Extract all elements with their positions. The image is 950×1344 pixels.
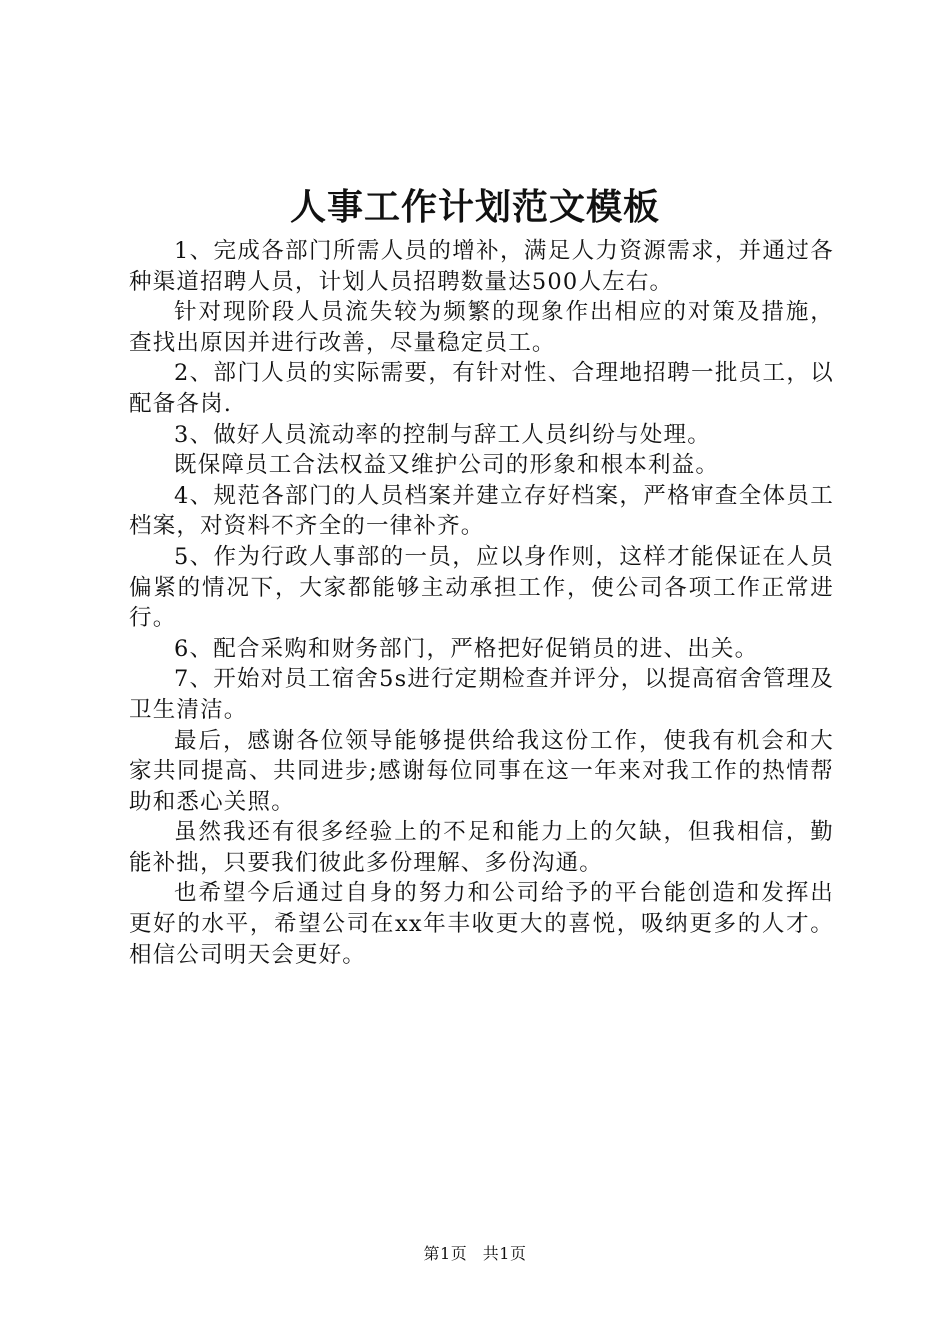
- paragraph-12: 也希望今后通过自身的努力和公司给予的平台能创造和发挥出更好的水平，希望公司在xx年丰收更大的喜悦，吸纳更多的人才。相信公司明天会更好。: [129, 880, 834, 968]
- paragraph-9: 7、开始对员工宿舍5s进行定期检查并评分，以提高宿舍管理及卫生清洁。: [129, 666, 834, 723]
- page-total: 共1页: [482, 1244, 527, 1263]
- paragraph-11: 虽然我还有很多经验上的不足和能力上的欠缺，但我相信，勤能补拙，只要我们彼此多份理解、多份沟通。: [129, 819, 834, 876]
- paragraph-6: 4、规范各部门的人员档案并建立存好档案，严格审查全体员工档案，对资料不齐全的一律补齐。: [129, 482, 834, 540]
- paragraph-8: 6、配合采购和财务部门，严格把好促销员的进、出关。: [174, 635, 759, 662]
- page-number: 第1页: [423, 1244, 468, 1263]
- paragraph-4: 3、做好人员流动率的控制与辞工人员纠纷与处理。: [174, 421, 711, 448]
- page-footer: [0, 1243, 950, 1265]
- paragraph-7: 5、作为行政人事部的一员，应以身作则，这样才能保证在人员偏紧的情况下，大家都能够主动承担工作，使公司各项工作正常进行。: [129, 543, 834, 632]
- paragraph-10: 最后，感谢各位领导能够提供给我这份工作，使我有机会和大家共同提高、共同进步;感谢每位同事在这一年来对我工作的热情帮助和悉心关照。: [129, 727, 834, 815]
- document-title: 人事工作计划范文模板: [289, 187, 660, 228]
- paragraph-2: 针对现阶段人员流失较为频繁的现象作出相应的对策及措施，查找出原因并进行改善，尽量稳定员工。: [129, 299, 834, 356]
- paragraph-3: 2、部门人员的实际需要，有针对性、合理地招聘一批员工，以配备各岗.: [129, 360, 834, 417]
- paragraph-1: 1、完成各部门所需人员的增补，满足人力资源需求，并通过各种渠道招聘人员，计划人员招聘数量达500人左右。: [129, 238, 834, 295]
- document-body: [129, 236, 834, 970]
- paragraph-5: 既保障员工合法权益又维护公司的形象和根本利益。: [174, 452, 720, 479]
